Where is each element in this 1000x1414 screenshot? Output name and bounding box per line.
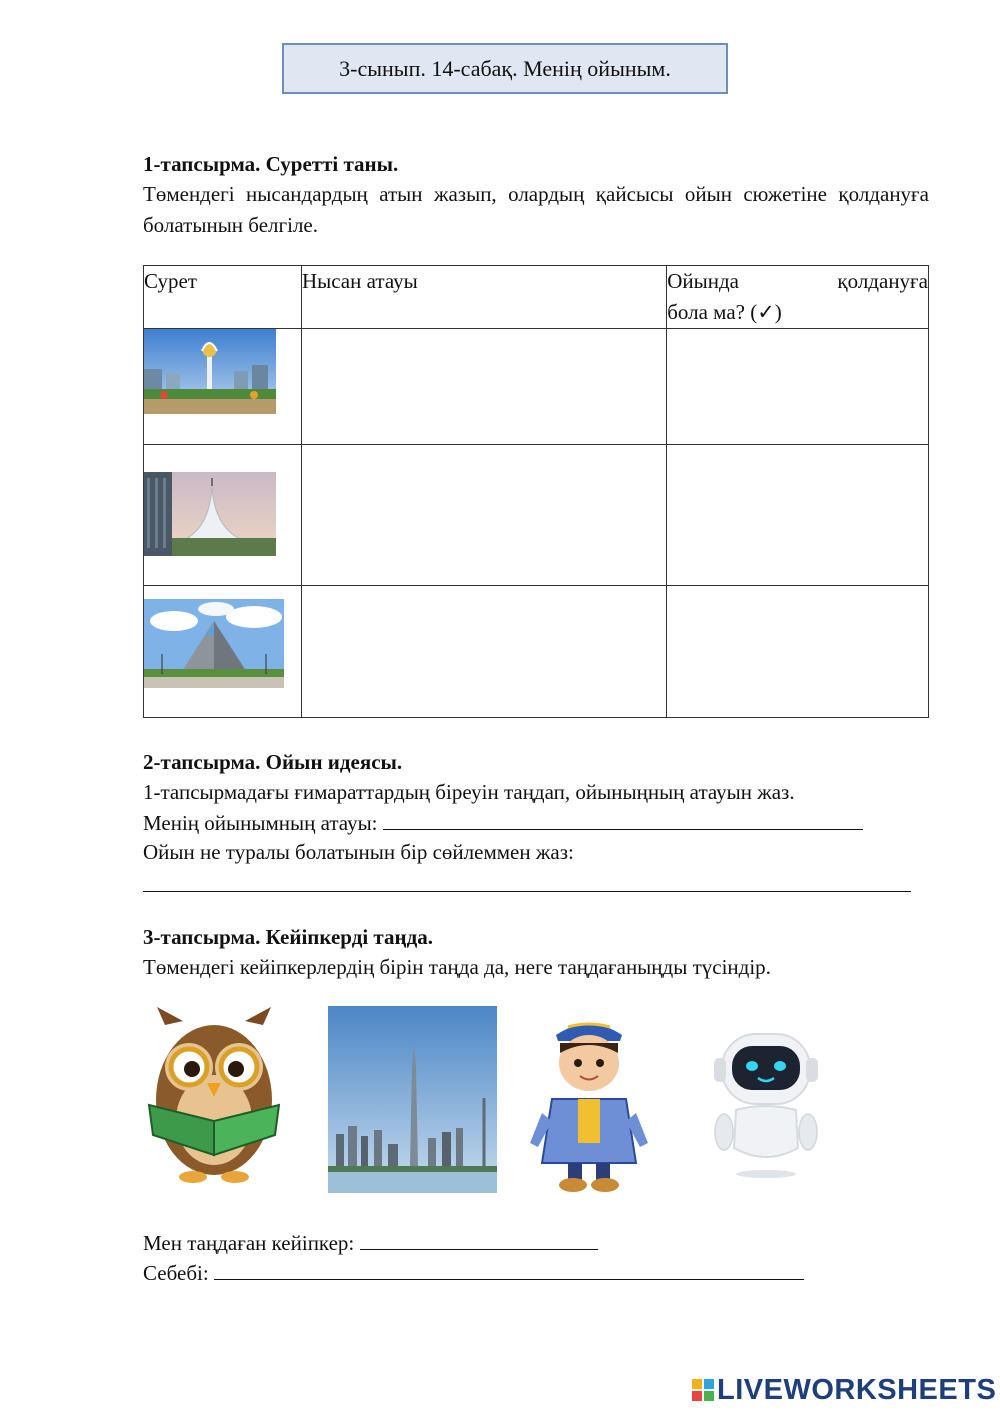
- object-name-cell[interactable]: [301, 329, 666, 445]
- reason-label: Себебі:: [143, 1261, 209, 1285]
- kazakh-boy-icon[interactable]: [528, 1013, 650, 1193]
- column-header-picture: Сурет: [144, 266, 302, 329]
- task3-heading: 3-тапсырма. Кейіпкерді таңда.: [143, 925, 433, 949]
- game-name-label: Менің ойынымның атауы:: [143, 811, 378, 835]
- task2-instruction: 1-тапсырмадағы ғимараттардың біреуін таңдап, ойыныңның атауын жаз.: [143, 780, 795, 804]
- usable-header-line2: бола ма? (✓): [667, 300, 782, 324]
- table-row: [144, 445, 929, 586]
- logo-tiles-icon: [692, 1379, 714, 1401]
- worksheet-title: 3-сынып. 14-сабақ. Менің ойыным.: [339, 55, 671, 81]
- khan-shatyr-photo: [144, 445, 302, 586]
- palace-of-peace-pyramid-photo: [144, 586, 302, 718]
- usable-check-cell[interactable]: [667, 329, 929, 445]
- liveworksheets-logo[interactable]: [692, 1373, 996, 1407]
- logo-text: LIVEWORKSHEETS: [717, 1373, 997, 1406]
- column-header-name: Нысан атауы: [301, 266, 666, 329]
- chosen-character-row: [143, 1227, 598, 1259]
- chosen-character-label: Мен таңдаған кейіпкер:: [143, 1231, 355, 1255]
- robot-icon[interactable]: [708, 1028, 824, 1180]
- reason-row: [143, 1257, 804, 1289]
- game-name-input[interactable]: [383, 807, 863, 830]
- city-skyline-icon[interactable]: [328, 1006, 497, 1193]
- usable-check-cell[interactable]: [667, 586, 929, 718]
- chosen-character-input[interactable]: [360, 1227, 598, 1250]
- object-name-cell[interactable]: [301, 586, 666, 718]
- usable-header-word2: қолдануға: [837, 269, 928, 293]
- column-header-usable: [667, 266, 929, 329]
- usable-header-word1: Ойында: [667, 269, 739, 293]
- reason-input[interactable]: [214, 1257, 804, 1280]
- usable-check-cell[interactable]: [667, 445, 929, 586]
- game-about-input[interactable]: [143, 869, 911, 892]
- task1-heading: 1-тапсырма. Суретті таны.: [143, 152, 399, 176]
- task3-instruction: Төмендегі кейіпкерлердің бірін таңда да, неге таңдағаныңды түсіндір.: [143, 955, 771, 979]
- table-header-row: [144, 266, 929, 329]
- objects-table: [143, 265, 929, 718]
- table-row: [144, 329, 929, 445]
- task1-instruction: Төмендегі нысандардың атын жазып, олардың қайсысы ойын сюжетіне қолдануға болатынын белгіле.: [143, 182, 929, 237]
- table-row: [144, 586, 929, 718]
- game-name-row: [143, 807, 863, 839]
- baiterek-tower-photo: [144, 329, 302, 445]
- worksheet-title-box: [282, 43, 728, 94]
- game-about-label: Ойын не туралы болатынын бір сөйлеммен жаз:: [143, 840, 574, 864]
- owl-reading-book-icon[interactable]: [143, 1005, 285, 1185]
- object-name-cell[interactable]: [301, 445, 666, 586]
- task2-heading: 2-тапсырма. Ойын идеясы.: [143, 750, 403, 774]
